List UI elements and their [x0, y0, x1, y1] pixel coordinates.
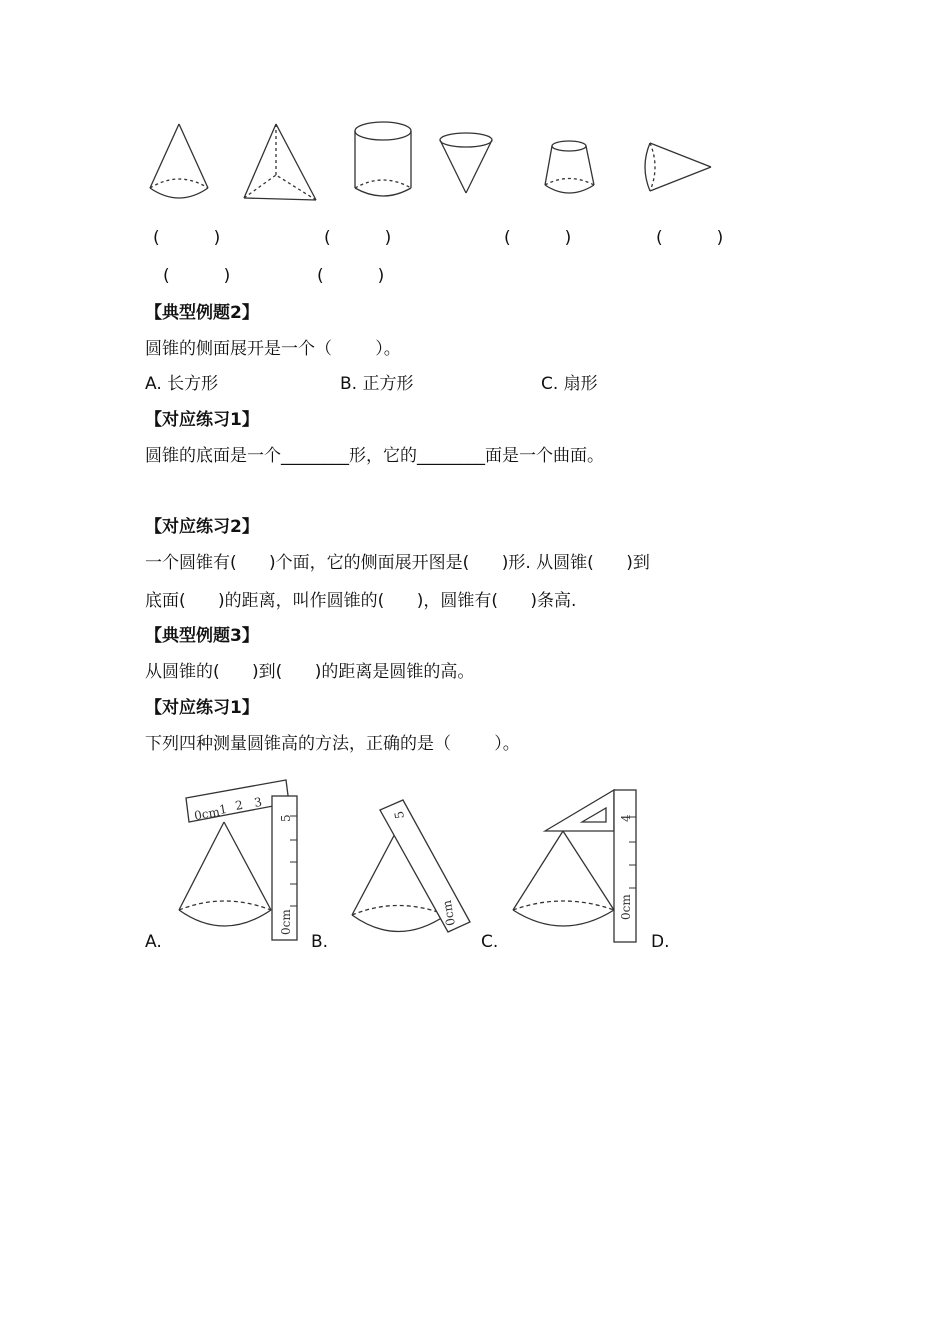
- ruler-label-c4: 4: [619, 814, 633, 822]
- answer-paren[interactable]: ( ): [153, 228, 221, 248]
- cone-shape: [150, 124, 208, 198]
- option-d[interactable]: D.: [651, 932, 670, 952]
- ruler-label-b0: 0cm: [439, 899, 458, 927]
- section-heading: 【典型例题2】: [145, 303, 259, 323]
- ruler-label-b5: 5: [391, 809, 407, 820]
- answer-paren[interactable]: ( ): [163, 266, 231, 286]
- option-a[interactable]: A. 长方形: [145, 374, 219, 394]
- question-text: 圆锥的底面是一个________形，它的________面是一个曲面。: [145, 446, 604, 466]
- question-text: 圆锥的侧面展开是一个（ ）。: [145, 339, 401, 359]
- question-text: 一个圆锥有( )个面，它的侧面展开图是( )形. 从圆锥( )到: [145, 553, 650, 573]
- section-heading: 【对应练习2】: [145, 517, 259, 537]
- ruler-label-2: 2: [234, 797, 245, 813]
- option-c[interactable]: C.: [481, 932, 499, 952]
- question-text: 底面( )的距离，叫作圆锥的( )，圆锥有( )条高.: [145, 591, 577, 611]
- ruler-label-a0: 0cm: [279, 909, 293, 935]
- answer-paren[interactable]: ( ): [504, 228, 572, 248]
- sideways-cone-shape: [645, 143, 711, 191]
- figure-c: [513, 790, 636, 942]
- ruler-label-0: 0cm: [193, 804, 221, 823]
- ruler-label-3: 3: [253, 794, 264, 810]
- pyramid-shape: [244, 124, 316, 200]
- answer-paren[interactable]: ( ): [324, 228, 392, 248]
- option-c[interactable]: C. 扇形: [541, 374, 598, 394]
- option-b[interactable]: B.: [311, 932, 329, 952]
- inverted-cone-shape: [440, 133, 492, 193]
- section-heading: 【对应练习1】: [145, 410, 259, 430]
- question-text: 下列四种测量圆锥高的方法，正确的是（ ）。: [145, 734, 520, 754]
- answer-paren[interactable]: ( ): [317, 266, 385, 286]
- answer-paren[interactable]: ( ): [656, 228, 724, 248]
- question-text: 从圆锥的( )到( )的距离是圆锥的高。: [145, 662, 475, 682]
- option-a[interactable]: A.: [145, 932, 162, 952]
- frustum-shape: [545, 141, 594, 193]
- option-b[interactable]: B. 正方形: [340, 374, 414, 394]
- section-heading: 【典型例题3】: [145, 626, 259, 646]
- section-heading: 【对应练习1】: [145, 698, 259, 718]
- ruler-label-a5: 5: [279, 814, 293, 822]
- ruler-label-c0: 0cm: [619, 894, 633, 920]
- cylinder-shape: [355, 122, 411, 196]
- ruler-label-1: 1: [218, 801, 229, 817]
- solid-shapes-figure: [0, 0, 950, 220]
- cone-measurement-figures: [0, 770, 950, 960]
